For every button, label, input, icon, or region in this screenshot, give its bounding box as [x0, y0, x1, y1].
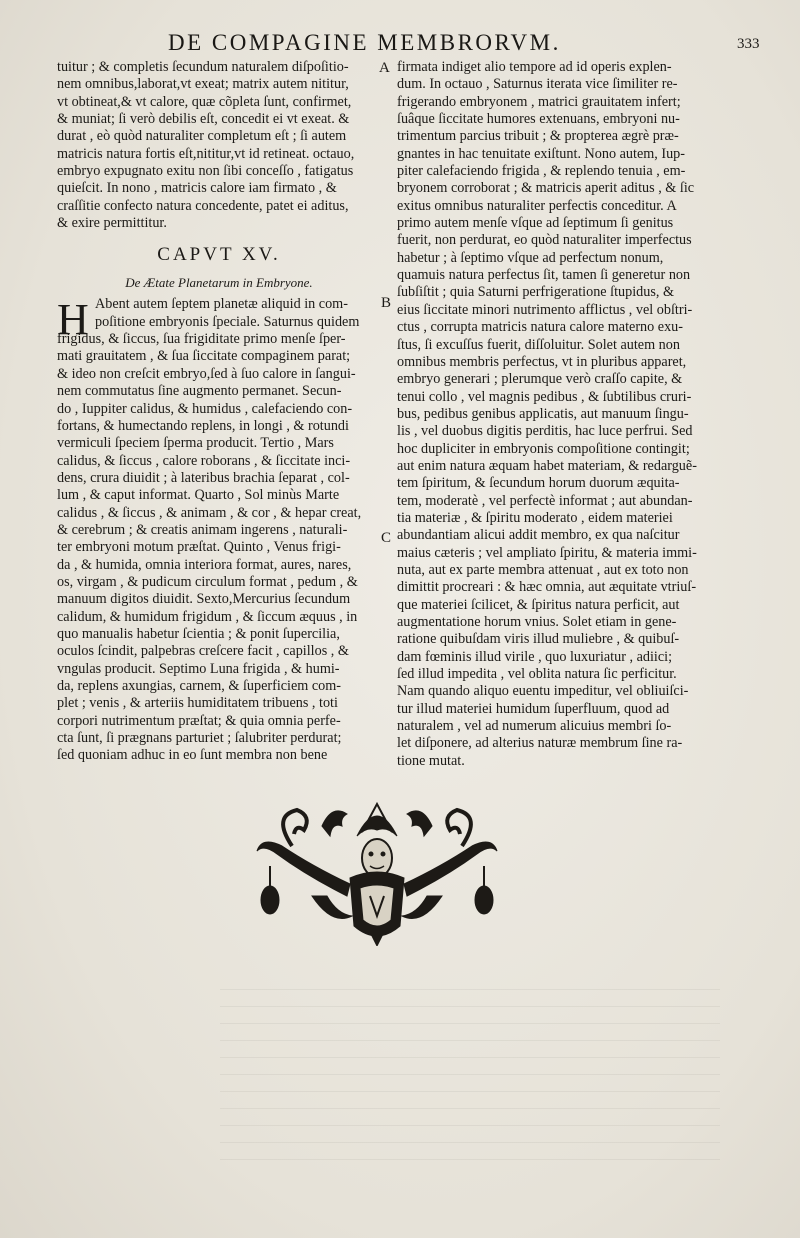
right-body-line: que materiei ſcilicet, & ſpiritus natura perficit, aut [397, 596, 680, 613]
right-body-line: Nam quando aliquo euentu impeditur, vel obliuiſci- [397, 683, 689, 700]
right-body-text [397, 59, 727, 770]
chapter-title: CAPVT XV. [157, 244, 281, 266]
right-body-line: naturalem , vel ad numerum alicuius membri ſo- [397, 718, 672, 735]
right-body-line: tenui collo , vel magnis pedibus , & ſubtilibus cruri- [397, 388, 692, 405]
dropcap-lines [57, 296, 381, 331]
right-body-line: lis , vel duobus digitis perditis, hac luce perfrui. Sed [397, 423, 693, 440]
right-body-line: eius ſiccitate minori nutrimento afflictus , vel obſtri- [397, 301, 693, 318]
right-body-line: abundantiam alicui addit membro, ex qua naſcitur [397, 527, 680, 544]
left-intro-text [57, 59, 381, 232]
left-intro-line: nem omnibus,laborat,vt exeat; matrix autem nititur, [57, 76, 349, 93]
right-body-line: quamuis natura perfectus ſit, tamen ſi generetur non [397, 267, 691, 284]
left-body-line: & ideo non creſcit embryo,ſed à ſuo calore in ſangui- [57, 365, 356, 382]
grotesque-ornament-icon [252, 796, 502, 946]
right-body-line: dimittit procreari : & hæc omnia, aut æquitate vtriuſ- [397, 579, 697, 596]
left-body-line: corpori nutrimentum præſtat; & quia omnia perfe- [57, 712, 341, 729]
left-body-line: ter embryoni motum præſtat. Quinto , Venus frigi- [57, 539, 341, 556]
left-body-line: plet ; venis , & arteriis humiditatem tribuens , toti [57, 695, 338, 712]
right-column [397, 59, 727, 770]
right-body-line: tur illud materiei humidum ſuperfluum, quod ad [397, 700, 670, 717]
left-body-line: cta ſunt, ſi prægnans parturiet ; ſalubriter perdurat; [57, 730, 342, 747]
left-body-line: quo manualis habetur ſcientia ; & ponit ſupercilia, [57, 625, 340, 642]
right-body-line: embryo generari ; plerumque verò craſſo capite, & [397, 371, 683, 388]
left-intro-line: & muniat; ſi verò debilis eſt, concedit ei vt exeat. & [57, 111, 350, 128]
left-body-line: dens, crura diuidit ; à lateribus brachia ſeparat , col- [57, 469, 350, 486]
right-body-line: trimentum parcius tribuit ; & propterea ægrè præ- [397, 128, 679, 145]
right-body-line: dum. In octauo , Saturnus iterata vice ſimiliter re- [397, 76, 678, 93]
left-body-line: vngulas producit. Septimo Luna frigida , & humi- [57, 660, 340, 677]
right-body-line: tem ſpiritum, & ſecundum horum duorum æquita- [397, 475, 680, 492]
margin-marker-a: A [379, 60, 390, 76]
right-body-line: tia materiæ , & ſpiritu moderato , eidem materiei [397, 509, 673, 526]
left-body-line: nem commutatus ſine augmento permanet. Secun- [57, 383, 342, 400]
left-intro-line: embryo expugnato exitu non ſibi conceſſo , fatigatus [57, 163, 354, 180]
right-body-line: augmentatione horum vnius. Solet etiam in gene- [397, 614, 677, 630]
left-intro-line: matricis natura fortis eſt,nititur,vt id retineat. octauo, [57, 145, 355, 162]
running-header: DE COMPAGINE MEMBRORVM. [168, 30, 561, 55]
left-body-line: calidus , & ſiccus , & animam , & cor , & hepar creat, [57, 504, 362, 521]
left-intro-line: vt obtineat,& vt calore, quæ cõpleta ſunt, confirmet, [57, 93, 352, 110]
right-body-line: ratione quibuſdam viris illud muliebre , & quibuſ- [397, 631, 680, 648]
right-body-line: gnantes in hac tenuitate exiſtunt. Nono autem, Iup- [397, 145, 686, 162]
left-intro-line: & exire permittitur. [57, 215, 167, 232]
left-body-line: da , & humida, omnia interiora format, aures, nares, [57, 556, 352, 573]
left-body-line: ſed quoniam adhuc in eo ſunt membra non bene [57, 747, 328, 764]
left-body-line: da, replens axungias, carnem, & ſuperficiem com- [57, 678, 342, 694]
left-body-line: do , Iuppiter calidus, & humidus , calefaciendo con- [57, 400, 353, 417]
right-body-line: bus, pedibus genibus applicatis, aut manuum ſingu- [397, 405, 689, 422]
right-body-line: exitus omnibus naturaliter perfectis conceditur. A [397, 197, 677, 214]
left-body-line: lum , & caput informat. Quarto , Sol minùs Marte [57, 487, 340, 504]
left-intro-line: quieſcit. In nono , matricis calore iam firmato , & [57, 180, 337, 197]
right-body-line: omnibus membris perfectus, vt in pluribus apparet, [397, 353, 687, 370]
right-body-line: ſed illud impedita , vel oblita natura ſic perficitur. [397, 666, 677, 683]
right-body-line: frigerando embryonem , matrici grauitatem infert; [397, 93, 681, 110]
dropcap-text-line: poſitione embryonis ſpeciale. Saturnus quidem [95, 313, 360, 330]
paper-showthrough [220, 980, 720, 1160]
right-body-line: habetur ; à ſeptimo vſque ad perfectum nonum, [397, 249, 664, 266]
left-body-line: manuum digitos diuidit. Sexto,Mercurius ſecundum [57, 591, 351, 608]
left-intro-line: tuitur ; & completis ſecundum naturalem diſpoſitio- [57, 59, 349, 75]
left-body-line: vermiculi ſpeciem ſperma producit. Tertio , Mars [57, 435, 334, 452]
right-body-line: piter calefaciendo frigida , & replendo tenuia , em- [397, 163, 686, 180]
right-body-line: ſuâque ſiccitate humores extenuans, embryoni nu- [397, 111, 680, 128]
left-body-line: fortans, & humectando replens, in longi , & rotundi [57, 417, 349, 434]
right-body-line: ſtus, ſi excuſſus fuerit, diſſoluitur. Solet autem non [397, 336, 680, 353]
right-body-line: firmata indiget alio tempore ad id operis explen- [397, 59, 672, 75]
left-body-line: mati grauitatem , & ſua ſiccitate compaginem parat; [57, 348, 351, 365]
left-body-line: os, virgam , & pudicum circulum format , pedum , & [57, 573, 358, 590]
left-body-line: calidus, & ſiccus , calore roborans , & ſiccitate inci- [57, 452, 351, 469]
dropcap-letter: H [57, 295, 89, 345]
right-body-line: let diſponere, ad alterius naturæ membrum ſine ra- [397, 735, 683, 752]
left-column [57, 59, 381, 765]
right-body-line: tem, moderatè , vel perfectè informat ; aut abundan- [397, 492, 693, 509]
right-body-line: ſubſiſtit ; quia Saturni perfrigeratione ſtupidus, & [397, 284, 675, 301]
left-body-line: calidum, & humidum frigidum , & ſiccum æquus , in [57, 608, 358, 625]
right-body-line: bryonem corroborat ; & matricis aperit aditus , & ſic [397, 180, 695, 197]
left-body-line: oculos ſcindit, palpebras creſcere facit , capillos , & [57, 643, 349, 660]
margin-marker-b: B [381, 295, 392, 311]
margin-marker-c: C [381, 530, 392, 546]
left-body-text [57, 331, 381, 765]
right-body-line: hoc dupliciter in embryonis compoſitione contingit; [397, 440, 690, 457]
left-intro-line: craſſitie confecto natura concedente, patet ei aditus, [57, 197, 349, 214]
right-body-line: nuta, aut ex parte membra attenuat , aut ex toto non [397, 561, 689, 578]
right-body-line: ctus , corrupta matricis natura calore materno exu- [397, 319, 683, 336]
right-body-line: primo autem menſe vſque ad ſeptimum ſi genitus [397, 215, 674, 232]
left-intro-line: durat , eò quòd naturaliter completum eſt ; ſi autem [57, 128, 347, 145]
right-body-line: aut enim natura æquam habet materiam, & redarguẽ- [397, 457, 697, 474]
right-body-line: dam fœminis illud virile , quo luxuriatur , adiici; [397, 648, 673, 665]
left-body-line: & cerebrum ; & creatis animam ingerens , naturali- [57, 521, 348, 538]
page-number: 333 [737, 36, 760, 52]
right-body-line: maius cæteris ; vel ampliato ſpiritu, & materia immi- [397, 544, 697, 561]
chapter-subtitle: De Ætate Planetarum in Embryone. [125, 275, 313, 291]
right-body-line: tione mutat. [397, 752, 465, 769]
dropcap-text-line: Abent autem ſeptem planetæ aliquid in com- [95, 296, 348, 313]
left-body-line: frigidus, & ſiccus, ſua frigiditate primo menſe ſper- [57, 331, 346, 348]
right-body-line: fuerit, non perdurat, eo quòd naturaliter imperfectus [397, 232, 692, 249]
